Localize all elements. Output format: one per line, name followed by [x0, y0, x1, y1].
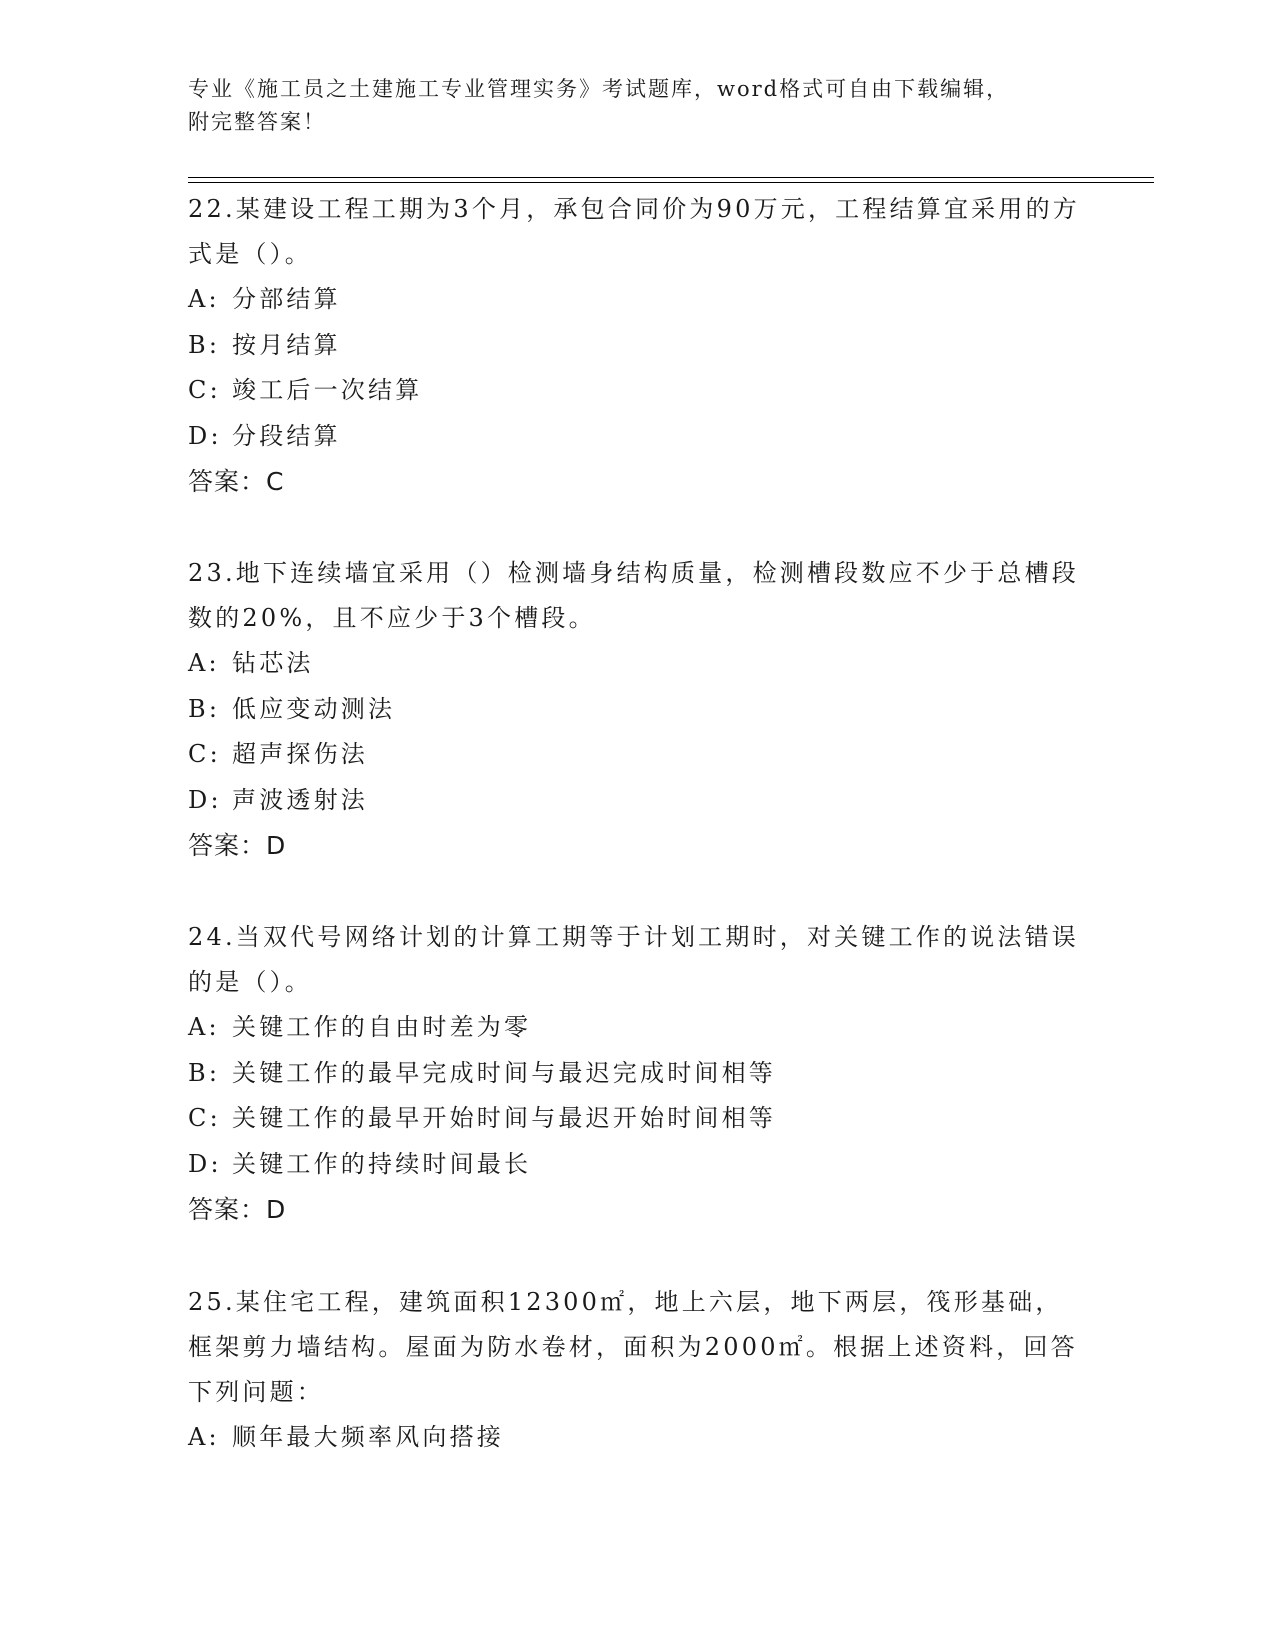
option-text: 低应变动测法 [232, 694, 396, 723]
option-key: A: [188, 1013, 220, 1041]
answer: 答案：D [188, 1195, 287, 1224]
option-a [188, 641, 1088, 687]
answer: 答案：D [188, 831, 287, 860]
header-divider-top [188, 177, 1154, 178]
option-c [188, 368, 1088, 414]
option-key: A: [188, 285, 220, 313]
option-key: C: [188, 376, 221, 404]
option-c [188, 732, 1088, 778]
question-24 [188, 915, 1088, 1232]
option-text: 关键工作的最早完成时间与最迟完成时间相等 [232, 1058, 776, 1087]
option-key: B: [188, 1058, 221, 1087]
option-text: 超声探伤法 [232, 740, 368, 768]
answer: 答案：C [188, 467, 285, 496]
option-text: 分段结算 [232, 421, 341, 450]
option-key: B: [188, 694, 221, 723]
option-a [188, 1415, 1088, 1461]
option-text: 钻芯法 [232, 649, 314, 677]
option-key: D: [188, 785, 222, 814]
question-25 [188, 1280, 1088, 1461]
option-d [188, 414, 1088, 460]
option-text: 竣工后一次结算 [232, 376, 423, 404]
question-22 [188, 187, 1088, 504]
question-stem: 25.某住宅工程，建筑面积12300㎡，地上六层，地下两层，筏形基础，框架剪力墙结构。屋面为防水卷材，面积为2000㎡。根据上述资料，回答下列问题： [188, 1288, 1078, 1406]
option-key: A: [188, 1423, 220, 1451]
option-b [188, 687, 1088, 733]
option-key: B: [188, 330, 221, 359]
option-key: C: [188, 740, 221, 768]
option-text: 按月结算 [232, 330, 341, 359]
option-text: 分部结算 [232, 285, 341, 313]
header-line-2: 附完整答案！ [188, 110, 326, 134]
question-stem: 22.某建设工程工期为3个月，承包合同价为90万元，工程结算宜采用的方式是（）。 [188, 195, 1080, 268]
question-stem: 23.地下连续墙宜采用（）检测墙身结构质量，检测槽段数应不少于总槽段数的20%，且不应少于3个槽段。 [188, 559, 1079, 632]
option-b [188, 323, 1088, 369]
option-text: 关键工作的持续时间最长 [232, 1149, 532, 1178]
option-a [188, 277, 1088, 323]
question-23 [188, 551, 1088, 868]
option-b [188, 1051, 1088, 1097]
header-line-1: 专业《施工员之土建施工专业管理实务》考试题库，word格式可自由下载编辑， [188, 77, 1010, 101]
option-key: D: [188, 421, 222, 450]
option-text: 声波透射法 [232, 785, 368, 814]
option-d [188, 1142, 1088, 1188]
document-header [188, 73, 1088, 139]
question-stem: 24.当双代号网络计划的计算工期等于计划工期时，对关键工作的说法错误的是（）。 [188, 923, 1079, 996]
option-key: C: [188, 1104, 221, 1132]
option-key: A: [188, 649, 220, 677]
option-text: 关键工作的最早开始时间与最迟开始时间相等 [232, 1104, 776, 1132]
option-d [188, 778, 1088, 824]
option-a [188, 1005, 1088, 1051]
option-text: 关键工作的自由时差为零 [232, 1013, 532, 1041]
header-divider-bottom [188, 182, 1154, 183]
option-key: D: [188, 1149, 222, 1178]
option-text: 顺年最大频率风向搭接 [232, 1423, 504, 1451]
option-c [188, 1096, 1088, 1142]
